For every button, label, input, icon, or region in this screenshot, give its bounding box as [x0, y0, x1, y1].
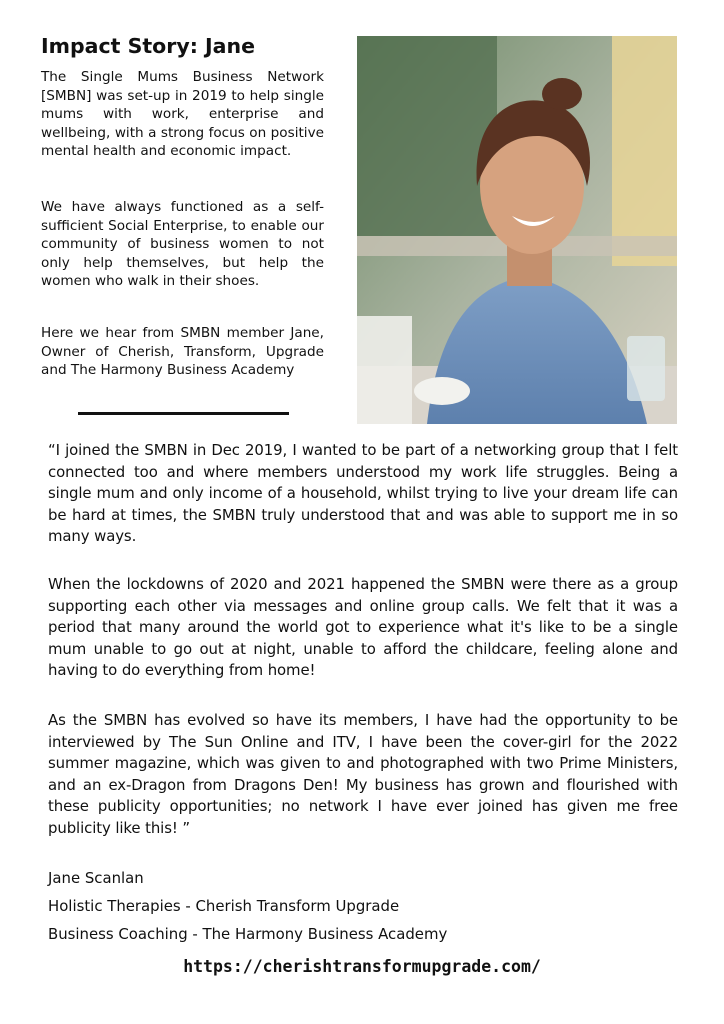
signature-role-2: Business Coaching - The Harmony Business Academy: [48, 925, 448, 943]
website-link[interactable]: https://cherishtransformupgrade.com/: [183, 957, 541, 976]
divider: [78, 412, 289, 415]
quote-paragraph-3: As the SMBN has evolved so have its members, I have had the opportunity to be interviewed by The Sun Online and ITV, I have been the cover-girl for the 2022 summer magazine, which was given to and photographed with two Prime Ministers, and an ex-Dragon from Dragons Den! My business has grown and flourished with these publicity opportunities; no network I have ever joined has given me free publicity like this! ”: [48, 711, 678, 837]
portrait-photo-illustration: [357, 36, 677, 424]
quote-paragraph-2: When the lockdowns of 2020 and 2021 happened the SMBN were there as a group supporting each other via messages and online group calls. We felt that it was a period that many around the world got to experience what it's like to be a single mum unable to go out at night, unable to afford the childcare, feeling alone and having to do everything from home!: [48, 575, 678, 680]
signature-role-1: Holistic Therapies - Cherish Transform Upgrade: [48, 897, 400, 915]
page-title: Impact Story: Jane: [41, 34, 255, 58]
intro-paragraph-1: The Single Mums Business Network [SMBN] was set-up in 2019 to help single mums with work, enterprise and wellbeing, with a strong focus on positive mental health and economic impact.: [41, 69, 324, 159]
quote-paragraph-1: “I joined the SMBN in Dec 2019, I wanted to be part of a networking group that I felt connected too and where members understood my work life struggles. Being a single mum and only income of a household, whilst trying to live your dream life can be hard at times, the SMBN truly understood that and was able to support me in so many ways.: [48, 441, 678, 546]
signature-name: Jane Scanlan: [48, 869, 144, 887]
intro-paragraph-2: We have always functioned as a self-sufficient Social Enterprise, to enable our community of business women to not only help themselves, but help the women who walk in their shoes.: [41, 199, 324, 289]
portrait-photo: [357, 36, 677, 424]
intro-paragraph-3: Here we hear from SMBN member Jane, Owner of Cherish, Transform, Upgrade and The Harmony Business Academy: [41, 325, 324, 378]
